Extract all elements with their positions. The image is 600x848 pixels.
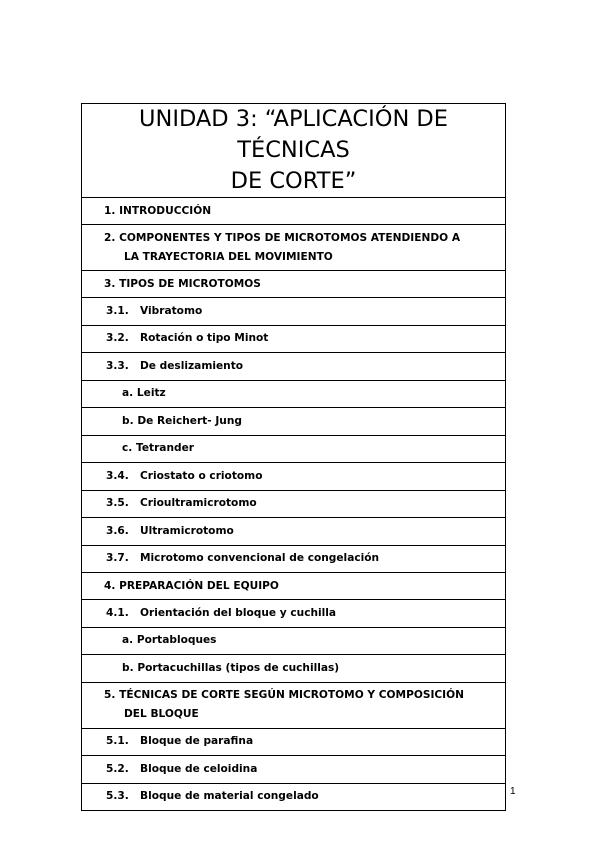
toc-row-4-1-b [82,655,506,683]
unit-title [82,104,506,198]
toc-row-3-1 [82,298,506,326]
item-number: 5.1. [106,735,129,748]
item-number: 3.5. [106,497,129,510]
item-number: 4. [104,579,116,592]
item-text: Portabloques [136,634,217,647]
unit-title-line-1: UNIDAD 3: “APLICACIÓN DE TÉCNICAS [139,106,448,163]
item-number: 4.1. [106,606,129,619]
item-text: De deslizamiento [140,359,244,372]
item-text: PREPARACIÓN DEL EQUIPO [119,579,279,592]
toc-row-3-3-a [82,380,506,408]
item-text-line-2: LA TRAYECTORIA DEL MOVIMIENTO [124,250,333,263]
item-number: 5.3. [106,790,129,803]
item-text: Portacuchillas (tipos de cuchillas) [137,661,340,674]
item-number: 3.2. [106,332,129,345]
item-text: Microtomo convencional de congelación [140,552,380,565]
item-text-line-1: TÉCNICAS DE CORTE SEGÚN MICROTOMO Y COMPOSICIÓN [119,689,464,701]
item-number: 3.3. [106,359,129,372]
toc-row-4-1 [82,600,506,628]
title-row [82,104,506,198]
toc-row-3-3-b [82,408,506,436]
toc-row-2 [82,225,506,271]
item-text-line-2: DEL BLOQUE [124,708,199,720]
item-number: 5. [104,689,116,701]
item-number: b. [122,414,134,427]
toc-row-3 [82,271,506,298]
unit-title-line-2: DE CORTE” [230,168,357,194]
table-of-contents [81,103,506,811]
item-text: Bloque de celoidina [140,762,258,775]
item-text: INTRODUCCIÓN [119,204,212,217]
toc-row-5-1 [82,728,506,756]
item-number: 1. [104,204,116,217]
item-text: TIPOS DE MICROTOMOS [119,277,261,290]
toc-row-3-5 [82,490,506,518]
item-text: Crioultramicrotomo [140,497,257,510]
toc-row-5 [82,682,506,728]
item-number: a. [122,387,134,400]
item-text: Orientación del bloque y cuchilla [140,606,337,619]
item-number: a. [122,634,134,647]
item-text: Ultramicrotomo [140,524,234,537]
item-number: 3.1. [106,304,129,317]
toc-row-5-2 [82,756,506,784]
toc-row-3-7 [82,545,506,573]
item-text: Tetrander [136,442,194,455]
item-number: 3. [104,277,116,290]
page-number: 1 [510,786,516,797]
item-text: Vibratomo [140,304,203,317]
toc-row-5-3 [82,783,506,811]
item-text: Criostato o criotomo [140,469,263,482]
item-text: De Reichert- Jung [137,414,242,427]
item-text: Leitz [136,387,166,400]
item-number: b. [122,661,134,674]
toc-row-3-6 [82,518,506,546]
toc-row-4-1-a [82,627,506,655]
item-number: 3.6. [106,524,129,537]
item-number: 3.7. [106,552,129,565]
toc-row-3-4 [82,463,506,491]
item-text-line-1: COMPONENTES Y TIPOS DE MICROTOMOS ATENDIENDO A [119,231,461,244]
item-number: 2. [104,231,116,244]
toc-row-3-3 [82,353,506,381]
toc-row-3-3-c [82,435,506,463]
item-text: Bloque de material congelado [140,790,319,803]
item-number: 5.2. [106,762,129,775]
toc-row-3-2 [82,325,506,353]
toc-row-1 [82,198,506,225]
item-text: Bloque de parafina [140,735,254,748]
item-number: c. [122,442,133,455]
item-text: Rotación o tipo Minot [140,332,269,345]
toc-row-4 [82,573,506,600]
item-number: 3.4. [106,469,129,482]
